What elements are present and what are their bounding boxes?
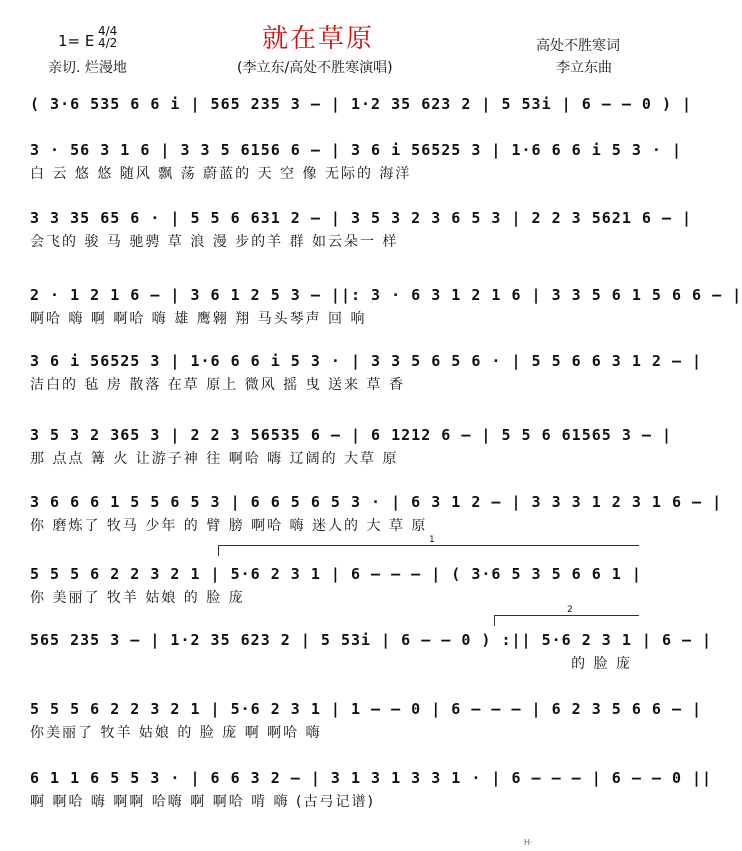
time-signature (98, 25, 117, 49)
score-system-7 (30, 490, 723, 536)
key-signature: 1= E (58, 32, 95, 50)
lyric-line (30, 116, 642, 138)
footer-mark: H· (524, 838, 533, 847)
notation-line: 5 5 5 6 2 2 3 2 1 | 5·6 2 3 1 | 6 – – – | ( 3·6 5 3 5 6 6 1 | (30, 565, 642, 583)
lyric-line: 那 点点 篝 火 让游子神 往 啊哈 嗨 辽阔的 大草 原 (30, 451, 399, 467)
score-system-2 (30, 138, 682, 184)
notation-line: 3 3 35 65 6 · | 5 5 6 631 2 – | 3 5 3 2 3 6 5 3 | 2 2 3 5621 6 – | (30, 209, 693, 227)
song-title: 就在草原 (262, 24, 375, 54)
notation-line: 3 5 3 2 365 3 | 2 2 3 56535 6 – | 6 1212 6 – | 5 5 6 61565 3 – | (30, 426, 672, 444)
score-system-10 (30, 697, 703, 743)
score-system-3 (30, 206, 693, 252)
score-system-8 (30, 562, 642, 608)
score-system-5 (30, 349, 703, 395)
lyric-line: 你 美丽了 牧羊 姑娘 的 脸 庞 (30, 590, 245, 606)
notation-line: 2 · 1 2 1 6 – | 3 6 1 2 5 3 – ||: 3 · 6 3 1 2 1 6 | 3 3 5 6 1 5 6 6 – | (30, 286, 742, 304)
notation-line: 3 6 i 56525 3 | 1·6 6 6 i 5 3 · | 3 3 5 6 5 6 · | 5 5 6 6 3 1 2 – | (30, 352, 703, 370)
lyric-line: 你 磨炼了 牧马 少年 的 臂 膀 啊哈 嗨 迷人的 大 草 原 (30, 518, 428, 534)
score-system-6 (30, 423, 672, 469)
lyric-line: 的 脸 庞 (571, 656, 632, 672)
notation-line: ( 3·6 535 6 6 i | 565 235 3 – | 1·2 35 623 2 | 5 53i | 6 – – 0 ) | (30, 95, 693, 113)
notation-line: 3 · 56 3 1 6 | 3 3 5 6156 6 – | 3 6 i 56525 3 | 1·6 6 6 i 5 3 · | (30, 141, 682, 159)
notation-line: 3 6 6 6 1 5 5 6 5 3 | 6 6 5 6 5 3 · | 6 3 1 2 – | 3 3 3 1 2 3 1 6 – | (30, 493, 723, 511)
lyricist: 高处不胜寒词 (536, 38, 620, 54)
tempo-style: 亲切. 烂漫地 (48, 60, 127, 76)
lyric-line: 你美丽了 牧羊 姑娘 的 脸 庞 啊 啊哈 嗨 (30, 725, 322, 741)
score-system-4 (30, 283, 742, 329)
notation-line: 5 5 5 6 2 2 3 2 1 | 5·6 2 3 1 | 1 – – 0 | 6 – – – | 6 2 3 5 6 6 – | (30, 700, 703, 718)
notation-line: 6 1 1 6 5 5 3 · | 6 6 3 2 – | 3 1 3 1 3 3 1 · | 6 – – – | 6 – – 0 || (30, 769, 713, 787)
lyric-line: 会飞的 骏 马 驰骋 草 浪 漫 步的羊 群 如云朵一 样 (30, 234, 399, 250)
composer: 李立东曲 (556, 60, 612, 76)
time-signature-2: 4/2 (98, 36, 118, 50)
volta-1: 1 (218, 545, 639, 556)
volta-2: 2 (494, 615, 639, 626)
score-system-11 (30, 766, 713, 812)
lyric-line: 啊 啊哈 嗨 啊啊 哈嗨 啊 啊哈 啃 嗨 (古弓记谱) (30, 794, 375, 810)
score-header (0, 0, 682, 90)
time-signature-1: 4/4 (98, 24, 118, 38)
score-system-1 (30, 92, 693, 138)
lyric-line: 白 云 悠 悠 随风 飘 荡 蔚蓝的 天 空 像 无际的 海洋 (30, 166, 412, 182)
score-system-9 (30, 628, 713, 674)
lyric-line: 洁白的 毡 房 散落 在草 原上 微风 摇 曳 送来 草 香 (30, 377, 405, 393)
singers: (李立东/高处不胜寒演唱) (237, 60, 393, 76)
lyric-line: 啊哈 嗨 啊 啊哈 嗨 雄 鹰翱 翔 马头琴声 回 响 (30, 311, 367, 327)
notation-line: 565 235 3 – | 1·2 35 623 2 | 5 53i | 6 – – 0 ) :|| 5·6 2 3 1 | 6 – | (30, 631, 713, 649)
